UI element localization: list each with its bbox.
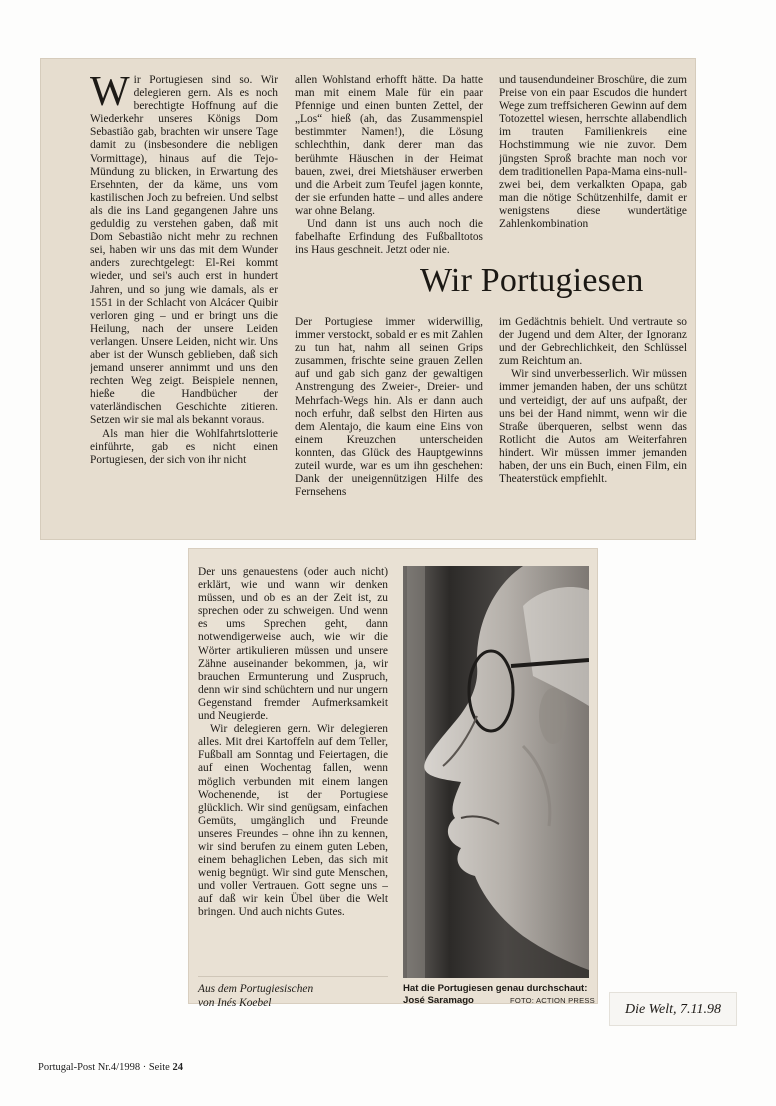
paragraph: Wir Portugiesen sind so. Wir delegieren gern. Als es noch berechtigte Hoffnung auf die Wiederkehr unseres Königs Dom Sebastião gab, brachten wir unsere Tage damit zu (insbesondere die nebligen Vormittage), hinaus auf die Tejo-Mündung zu blicken, in Erwartung des Ersehnten, der da käme, uns vom kastilischen Joch zu befreien. Und selbst als die ins Land gegangenen Jahre uns geduldig zu verstehen gaben, daß mit Dom Sebastião nicht mehr zu rechnen sei, haben wir uns das mit dem Wunder anders zurechtgelegt: El-Rei kommt wieder, und sei's auch erst in hundert Jahren, und so jung wie damals, als er 1551 in der Schlacht von Alcácer Quibir verloren ging – und er bringt uns die Heilung, nach der unsere Leiden verlangen. Unsere Leiden, nicht wir. Uns aber ist der Wunsch geblieben, daß sich jemand unserer annimmt und uns den rechten Weg zeigt. Beispiele nennen, hieße die Handbücher der vaterländischen Geschichte zitieren. Setzen wir sie mal als bekannt voraus. [90, 74, 278, 427]
translator-line-1: Aus dem Portugiesischen [198, 983, 314, 995]
article-title: Wir Portugiesen [420, 262, 644, 299]
translator-line-2: von Inés Koebel [198, 997, 272, 1009]
portrait-illustration [403, 566, 589, 978]
translator-credit [198, 982, 388, 1010]
paragraph: Und dann ist uns auch noch die fabelhafte Erfindung des Fußballtotos ins Haus geschneit. Jetzt oder nie. [295, 218, 483, 257]
photo-credit: FOTO: ACTION PRESS [510, 996, 595, 1005]
paragraph: allen Wohlstand erhofft hätte. Da hatte man mit einem Male für ein paar Pfennige und einen bunten Zettel, der „Los“ hieß (ah, das Zusammenspiel bestimmter Namen!), die Lösung schlechthin, dank derer man das berühmte Häuschen in der Heimat bauen, zwei, drei Mietshäuser erwerben und die Arbeit zum Teufel jagen konnte, der sie erfunden hatte – und alles andere war ohne Belang. [295, 74, 483, 217]
paragraph: und tausendundeiner Broschüre, die zum Preise von ein paar Escudos die hundert Wege zum treffsicheren Gewinn auf dem Totozettel wiesen, herrschte allabendlich im trauten Familienkreis eine Hochstimmung wie nie zuvor. Dem jüngsten Sproß brachte man noch vor dem traditionellen Papa-Mama eins-null-zwei bei, dem verkalkten Opapa, gab man die nötige Schützenhilfe, damit er wenigstens diese wundertätige Zahlenkombination [499, 74, 687, 231]
article-column-3-bottom [499, 316, 687, 520]
caption-line-1: Hat die Portugiesen genau durchschaut: [403, 983, 588, 994]
caption-line-2: José Saramago [403, 995, 474, 1006]
paragraph: Der uns genauestens (oder auch nicht) erklärt, wie und wann wir denken müssen, und ob es an der Zeit ist, zu sprechen oder zu schweigen. Und wenn es ums Sprechen geht, dann notwendigerweise auch, wie wir die Wörter artikulieren müssen und unsere Zähne auseinander bekommen, ja, wir brauchen Ermunterung und Zuspruch, denn wir sind schüchtern und nur ungern Gegenstand fremder Aufmerksamkeit und Neugierde. [198, 566, 388, 723]
article-column-1 [90, 74, 278, 520]
paragraph: Der Portugiese immer widerwillig, immer verstockt, sobald er es mit Zahlen zu tun hat, nahm all seinen Grips zusammen, frischte seine grauen Zellen auf und gab sich ganz der gewaltigen Anstrengung des Zweier-, Dreier- und Mehrfach-Wegs hin. Als er dann auch noch erfuhr, daß selbst den Hirten aus dem Alentajo, die kaum eine Eins von einem Kreuzchen unterscheiden konnten, das Glück des Hauptgewinns zuteil wurde, war es um ihn geschehen: Dank der uneigennützigen Hilfe des Fernsehens [295, 316, 483, 499]
page-footer [38, 1062, 183, 1073]
paragraph: Wir delegieren gern. Wir delegieren alles. Mit drei Kartoffeln auf dem Teller, Fußball am Sonntag und Feiertagen, die auf einen Wochentag fallen, wenn möglich verbunden mit einem langen Wochenende, ist der Portugiese glücklich. Wir sind genügsam, einfachen Gemüts, umgänglich und Freunde unseres Freundes – ohne ihn zu kennen, wir sind berufen zu einem guten Leben, einem behaglichen Leben, das sich mit wenig begnügt. Wir sind gute Menschen, und voller Vertrauen. Gott segne uns – auf daß wir kein Übel über die Welt bringen. Und auch nichts Gutes. [198, 723, 388, 919]
paragraph: Als man hier die Wohlfahrtslotterie einführte, gab es nicht einen Portugiesen, der sich von ihr nicht [90, 427, 278, 466]
footer-page-number: 24 [172, 1062, 183, 1073]
article-column-2-bottom [295, 316, 483, 520]
divider [198, 976, 388, 977]
author-portrait-photo [403, 566, 589, 978]
drop-cap: W [90, 74, 130, 115]
paragraph: Wir sind unverbesserlich. Wir müssen immer jemanden haben, der uns schützt und verteidigt, der auf uns aufpaßt, der uns bei der Hand nimmt, wenn wir die Straße überqueren, selbst wenn das Rotlicht die Autos am Weiterfahren hindert. Wir müssen immer jemanden haben, der uns ein Buch, einen Film, ein Theaterstück empfiehlt. [499, 368, 687, 486]
article-column-3-top [499, 74, 687, 254]
footer-publication: Portugal-Post Nr.4/1998 · Seite [38, 1062, 170, 1073]
article-column-4 [198, 566, 388, 970]
source-label: Die Welt, 7.11.98 [609, 992, 737, 1026]
paragraph: im Gedächtnis behielt. Und vertraute so der Jugend und dem Alter, der Ignoranz und der Gebrechlichkeit, den Schlüssel zum Reichtum an. [499, 316, 687, 368]
